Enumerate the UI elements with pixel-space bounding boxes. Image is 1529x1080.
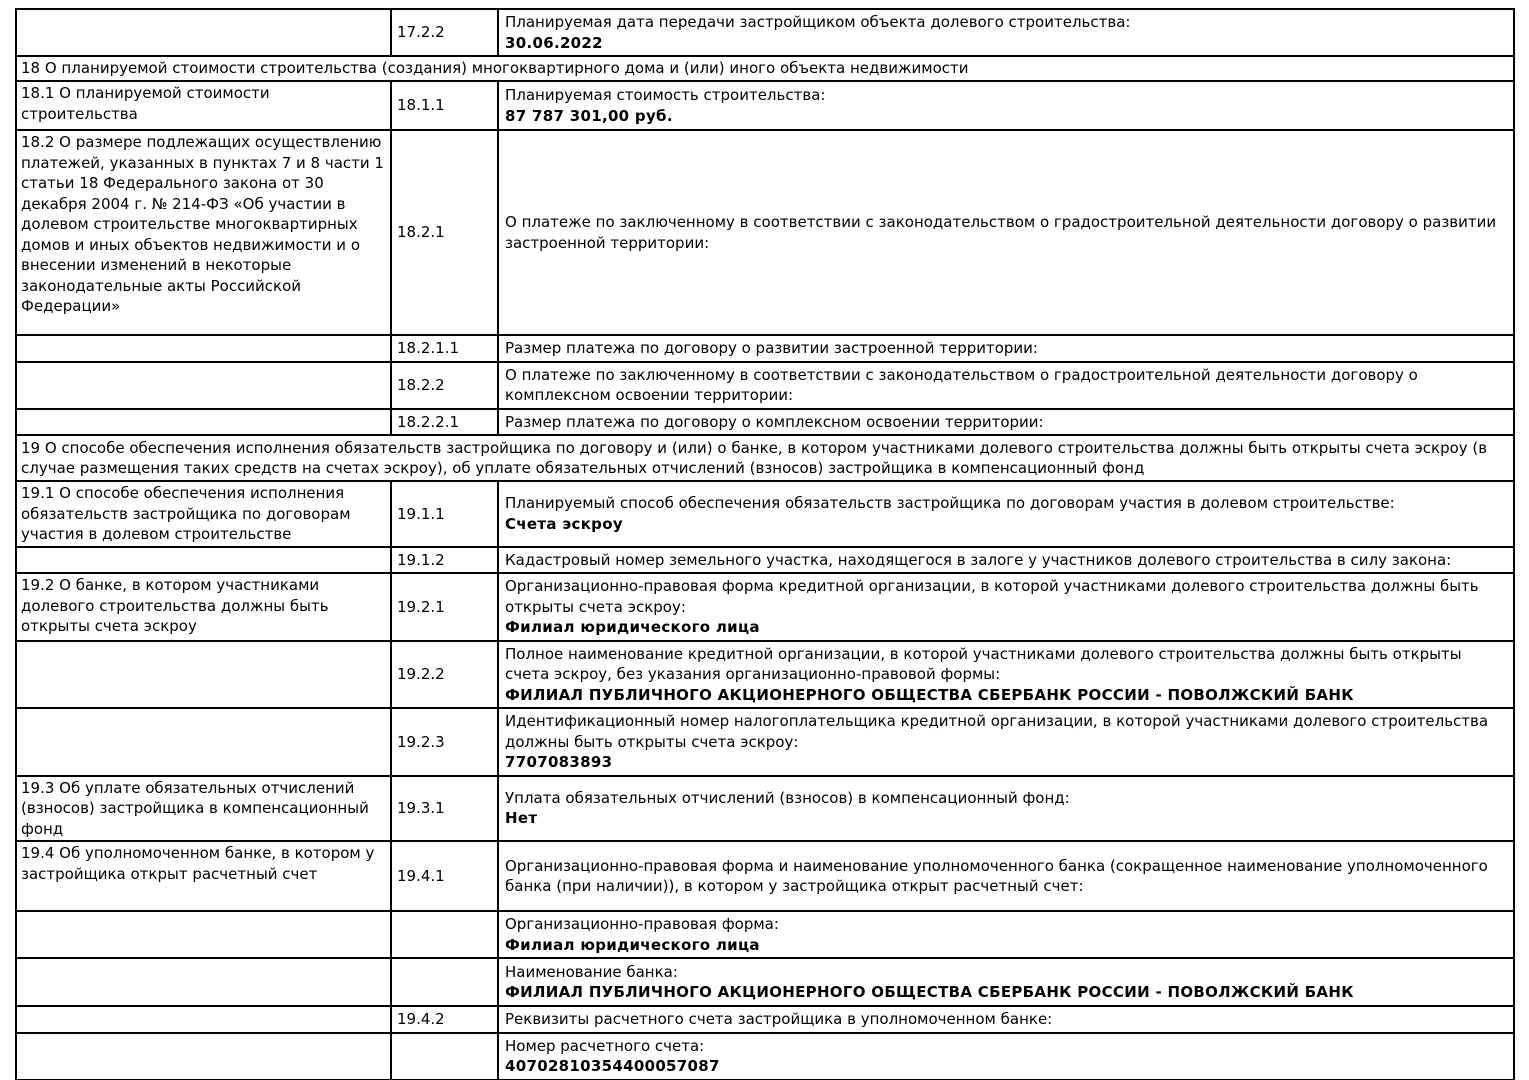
content-label: Наименование банка:: [505, 962, 678, 981]
content-label: Уплата обязательных отчислений (взносов) в компенсационный фонд:: [505, 788, 1070, 807]
table-row: [16, 9, 1514, 56]
content-label: Номер расчетного счета:: [505, 1036, 705, 1055]
content-label: Реквизиты расчетного счета застройщика в уполномоченном банке:: [505, 1010, 1053, 1028]
code-cell: 19.2.1: [391, 573, 498, 641]
table-row: [16, 641, 1514, 709]
content-value: Нет: [505, 809, 538, 828]
topic-cell: 18.1 О планируемой стоимости строительства: [16, 81, 391, 130]
content-cell: [498, 130, 1514, 335]
content-cell: [498, 708, 1514, 776]
content-value: Филиал юридического лица: [505, 935, 760, 954]
table-row: [16, 573, 1514, 641]
code-cell: 18.2.1.1: [391, 335, 498, 362]
topic-cell: [16, 335, 391, 362]
code-cell: 19.2.3: [391, 708, 498, 776]
topic-cell: 19.4 Об уполномоченном банке, в котором у застройщика открыт расчетный счет: [16, 841, 391, 911]
content-label: Организационно-правовая форма:: [505, 915, 779, 933]
table-row: [16, 911, 1514, 958]
topic-cell: [16, 958, 391, 1006]
code-cell: 18.2.1: [391, 130, 498, 335]
code-cell: 18.2.2.1: [391, 409, 498, 436]
content-cell: [498, 573, 1514, 641]
table-row: [16, 776, 1514, 842]
topic-cell: 18.2 О размере подлежащих осуществлению платежей, указанных в пунктах 7 и 8 части 1 статьи 18 Федерального закона от 30 декабря 2004 г. № 214-ФЗ «Об участии в долевом строительстве многоквартирных домов и иных объектов недвижимости и о внесении изменений в некоторые законодательные акты Российской Федерации»: [16, 130, 391, 335]
content-cell: [498, 362, 1514, 409]
table-row: [16, 1006, 1514, 1033]
table-row: [16, 409, 1514, 436]
content-label: О платеже по заключенному в соответствии с законодательством о градостроительной деятельности договору о комплексном освоении территории:: [505, 365, 1418, 404]
topic-cell: [16, 911, 391, 958]
code-cell: 18.2.2: [391, 362, 498, 409]
content-value: Счета эскроу: [505, 514, 623, 533]
content-cell: [498, 335, 1514, 362]
topic-cell: 19.2 О банке, в котором участниками долевого строительства должны быть открыты счета эскроу: [16, 573, 391, 641]
content-label: Кадастровый номер земельного участка, находящегося в залоге у участников долевого строительства в силу закона:: [505, 550, 1452, 569]
declaration-table-body: [16, 9, 1514, 1080]
table-row: [16, 335, 1514, 362]
code-cell: 19.1.1: [391, 481, 498, 547]
content-cell: [498, 911, 1514, 958]
table-row: [16, 362, 1514, 409]
topic-cell: [16, 1006, 391, 1033]
content-label: Планируемая стоимость строительства:: [505, 86, 826, 104]
code-cell: 19.2.2: [391, 641, 498, 709]
section-header: 19 О способе обеспечения исполнения обязательств застройщика по договору и (или) о банке, в котором участниками долевого строительства должны быть открыты счета эскроу (в случае размещения таких средств на счетах эскроу), об уплате обязательных отчислений (взносов) застройщика в компенсационный фонд: [16, 435, 1514, 481]
table-row: [16, 708, 1514, 776]
topic-cell: [16, 1033, 391, 1080]
topic-cell: 19.3 Об уплате обязательных отчислений (взносов) застройщика в компенсационный фонд: [16, 776, 391, 842]
table-row: [16, 841, 1514, 911]
code-cell: 18.1.1: [391, 81, 498, 130]
content-value: 7707083893: [505, 753, 613, 771]
section-header-row: [16, 56, 1514, 81]
content-label: О платеже по заключенному в соответствии с законодательством о градостроительной деятельности договору о развитии застроенной территории:: [505, 213, 1497, 252]
content-cell: [498, 9, 1514, 56]
code-cell: [391, 911, 498, 958]
content-value: Филиал юридического лица: [505, 618, 760, 636]
table-row: [16, 1033, 1514, 1080]
topic-cell: [16, 362, 391, 409]
code-cell: [391, 958, 498, 1006]
table-row: [16, 958, 1514, 1006]
code-cell: 19.4.2: [391, 1006, 498, 1033]
table-row: [16, 481, 1514, 547]
content-cell: [498, 409, 1514, 436]
code-cell: 19.4.1: [391, 841, 498, 911]
content-cell: [498, 547, 1514, 574]
topic-cell: [16, 409, 391, 436]
content-value: 30.06.2022: [505, 33, 603, 52]
content-label: Размер платежа по договору о развитии застроенной территории:: [505, 339, 1038, 357]
content-label: Полное наименование кредитной организации, в которой участниками долевого строительства должны быть открыты счета эскроу, без указания организационно-правовой формы:: [505, 644, 1462, 683]
topic-cell: [16, 708, 391, 776]
content-label: Планируемая дата передачи застройщиком объекта долевого строительства:: [505, 13, 1131, 31]
section-header-row: [16, 435, 1514, 481]
content-value: ФИЛИАЛ ПУБЛИЧНОГО АКЦИОНЕРНОГО ОБЩЕСТВА СБЕРБАНК РОССИИ - ПОВОЛЖСКИЙ БАНК: [505, 983, 1354, 1001]
content-cell: [498, 641, 1514, 709]
content-cell: [498, 1006, 1514, 1033]
content-cell: [498, 1033, 1514, 1080]
code-cell: 19.1.2: [391, 547, 498, 574]
topic-cell: [16, 641, 391, 709]
table-row: [16, 130, 1514, 335]
content-label: Организационно-правовая форма и наименование уполномоченного банка (сокращенное наименование уполномоченного банка (при наличии)), в котором у застройщика открыт расчетный счет:: [505, 856, 1488, 895]
declaration-table: [15, 8, 1515, 1080]
table-row: [16, 547, 1514, 574]
code-cell: 19.3.1: [391, 776, 498, 842]
table-row: [16, 81, 1514, 130]
content-label: Размер платежа по договору о комплексном освоении территории:: [505, 412, 1044, 431]
content-cell: [498, 958, 1514, 1006]
content-label: Организационно-правовая форма кредитной организации, в которой участниками долевого строительства должны быть открыты счета эскроу:: [505, 577, 1479, 616]
topic-cell: [16, 547, 391, 574]
content-cell: [498, 481, 1514, 547]
content-cell: [498, 776, 1514, 842]
content-value: ФИЛИАЛ ПУБЛИЧНОГО АКЦИОНЕРНОГО ОБЩЕСТВА СБЕРБАНК РОССИИ - ПОВОЛЖСКИЙ БАНК: [505, 685, 1354, 704]
topic-cell: [16, 9, 391, 56]
code-cell: [391, 1033, 498, 1080]
content-label: Идентификационный номер налогоплательщика кредитной организации, в которой участниками долевого строительства должны быть открыты счета эскроу:: [505, 712, 1489, 751]
content-label: Планируемый способ обеспечения обязательств застройщика по договорам участия в долевом строительстве:: [505, 494, 1395, 513]
content-value: 40702810354400057087: [505, 1057, 720, 1075]
content-cell: [498, 81, 1514, 130]
code-cell: 17.2.2: [391, 9, 498, 56]
content-value: 87 787 301,00 руб.: [505, 106, 673, 125]
content-cell: [498, 841, 1514, 911]
section-header: 18 О планируемой стоимости строительства (создания) многоквартирного дома и (или) иного объекта недвижимости: [16, 56, 1514, 81]
topic-cell: 19.1 О способе обеспечения исполнения обязательств застройщика по договорам участия в долевом строительстве: [16, 481, 391, 547]
